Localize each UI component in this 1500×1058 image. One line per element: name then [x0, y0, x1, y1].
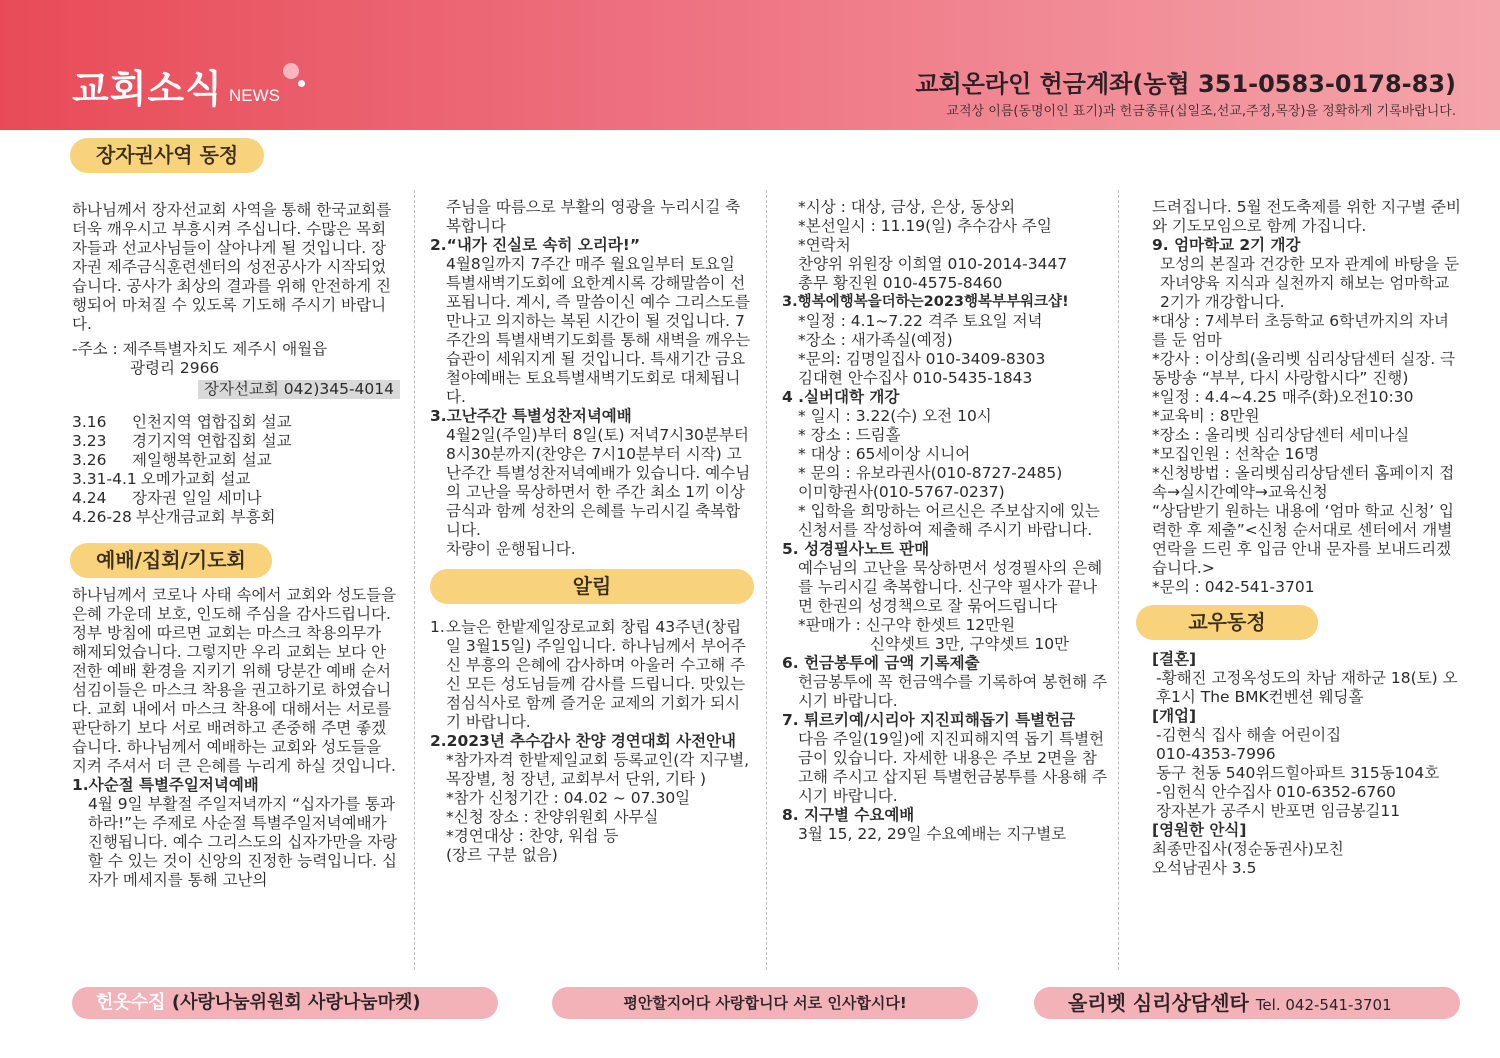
price-line: 신약셋트 3만, 구약셋트 10만	[870, 635, 1070, 653]
item-body: 헌금봉투에 꼭 헌금액수를 기록하여 봉헌해 주시기 바랍니다.	[798, 673, 1108, 710]
list-item: *일정 : 4.1~7.22 격주 토요일 저녁	[798, 312, 1043, 330]
column-2	[430, 198, 754, 865]
header-banner	[0, 0, 1500, 130]
footer-label: 헌옷수집	[96, 992, 166, 1013]
silver-college-details	[782, 407, 1108, 540]
list-item: 김대현 안수집사 010-5435-1843	[798, 369, 1033, 387]
footer-counseling	[1034, 987, 1460, 1019]
list-item: (장르 구분 없음)	[446, 846, 558, 864]
list-item: -김현식 집사 해솔 어린이집	[1156, 726, 1342, 744]
list-item: *신청 장소 : 찬양위원회 사무실	[446, 808, 659, 826]
schedule-text: 제일행복한교회 설교	[132, 451, 272, 469]
item-number: 1.	[430, 618, 445, 636]
list-item: *장소 : 새가족실(예정)	[798, 331, 953, 349]
schedule-date: 3.16	[72, 413, 107, 431]
schedule-text: 경기지역 연합집회 설교	[132, 432, 292, 450]
list-item: * 문의 : 유보라권사(010-8727-2485)	[798, 464, 1063, 482]
column-divider	[1118, 190, 1120, 970]
item-body: 주님을 따름으로 부활의 영광을 누리시길 축복합니다	[446, 198, 741, 235]
item-title: 9. 엄마학교 2기 개강	[1152, 236, 1301, 254]
item-title: 5. 성경필사노트 판매	[782, 540, 930, 558]
list-item: *강사 : 이상희(올리벳 심리상담센터 실장. 극동방송 “부부, 다시 사랑합시다” 진행)	[1152, 350, 1456, 387]
footer-label: 올리벳 심리상담센타	[1068, 991, 1249, 1015]
list-item: *일정 : 4.4~4.25 매주(화)오전10:30	[1152, 388, 1414, 406]
schedule-date: 3.31-4.1	[72, 470, 137, 488]
list-item: * 일시 : 3.22(수) 오전 10시	[798, 407, 992, 425]
list-item: *문의: 김명일집사 010-3409-8303	[798, 350, 1046, 368]
footer-greeting: 평안할지어다 사랑합니다 서로 인사합시다!	[552, 987, 978, 1019]
rest-list	[1152, 840, 1462, 878]
column-divider	[766, 190, 768, 970]
item-body: 4월 9일 부활절 주일저녁까지 “십자가를 통과하라!”는 주제로 사순절 특별주일저녁예배가 진행됩니다. 예수 그리스도의 십자가만을 자랑할 수 있는 것이 신앙의 진정한 능력입니다. 십자가 메세지를 통해 고난의	[88, 795, 398, 889]
column-1	[72, 138, 400, 890]
list-item: 장자본가 공주시 반포면 임금봉길11	[1156, 802, 1401, 820]
list-item: 이미향권사(010-5767-0237)	[798, 483, 1005, 501]
list-item: *대상 : 7세부터 초등학교 6학년까지의 자녀를 둔 엄마	[1152, 312, 1449, 349]
list-item: *시상 : 대상, 금상, 은상, 동상외	[798, 198, 1016, 216]
schedule-date: 3.23	[72, 432, 107, 450]
schedule-list	[72, 413, 400, 527]
schedule-text: 오메가교회 설교	[140, 470, 251, 488]
jangja-body: 하나님께서 장자선교회 사역을 통해 한국교회를 더욱 깨우시고 부흥시켜 주십니다. 수많은 목회자들과 선교사님들이 살아나게 될 것입니다. 장자권 제주금식훈련센터의 성전공사가 시작되었습니다. 공사가 최상의 결과를 위해 안전하게 진행되어 마쳐질 수 있도록 기도해 주시기 바랍니다.	[72, 201, 392, 333]
footer-text: (사랑나눔위원회 사랑나눔마켓)	[171, 992, 421, 1013]
schedule-row	[72, 413, 400, 432]
list-item: “상담받기 원하는 내용에 ‘엄마 학교 신청’ 입력한 후 제출”<신청 순서대로 센터에서 개별 연락을 드린 후 입금 안내 문자를 보내드리겠습니다.>	[1152, 502, 1454, 577]
list-item: *참가자격 한밭제일교회 등록교인(각 지구별, 목장별, 청 장년, 교회부서 단위, 기타 )	[446, 751, 750, 788]
item-title: 7. 튀르키예/시리아 지진피해돕기 특별헌금	[782, 711, 1076, 729]
item-body: 다음 주일(19일)에 지진피해지역 돕기 특별헌금이 있습니다. 자세한 내용은 주보 2면을 참고해 주시고 삽지된 특별헌금봉투를 사용해 주시기 바랍니다.	[798, 730, 1108, 805]
list-item: *참가 신청기간 : 04.02 ~ 07.30일	[446, 789, 691, 807]
wedding-text: -황해진 고정옥성도의 차남 재하군 18(토) 오후1시 The BMK컨벤션 웨딩홀	[1156, 669, 1458, 706]
brand-subtitle: NEWS	[229, 86, 280, 105]
schedule-date: 4.24	[72, 489, 107, 507]
item-body: 오늘은 한밭제일장로교회 창립 43주년(창립일 3월15일) 주일입니다. 하나님께서 부어주신 부흥의 은혜에 감사하며 아울러 수고해 주신 모든 성도님들께 감사를 드립니다. 맛있는 점심식사로 함께 즐거운 교제의 기회가 되시기 바랍니다.	[446, 618, 746, 731]
list-item: *연락처	[798, 236, 851, 254]
price-line: *판매가 : 신구약 한셋트 12만원	[798, 616, 1016, 634]
section-title-worship: 예배/집회/기도회	[70, 543, 272, 578]
item-body: 차량이 운행됩니다.	[446, 540, 576, 558]
item-title: 3.고난주간 특별성찬저녁예배	[430, 407, 632, 425]
opening-label: [개업]	[1152, 707, 1197, 725]
section-title-members: 교우동정	[1136, 605, 1318, 640]
column-divider	[414, 190, 416, 970]
address-line: 광령리 2966	[130, 359, 220, 377]
list-item: -임헌식 안수집사 010-6352-6760	[1156, 783, 1396, 801]
list-item: *문의 : 042-541-3701	[1152, 578, 1315, 596]
workshop-details	[782, 312, 1108, 388]
schedule-row	[72, 470, 400, 489]
account-note: 교적상 이름(동명이인 표기)과 헌금종류(십일조,선교,주정,목장)을 정확하게 기록바랍니다.	[946, 104, 1456, 119]
item-body: 4월2일(주일)부터 8일(토) 저녁7시30분부터 8시30분까지(찬양은 7시10분부터 시작) 고난주간 특별성찬저녁예배가 있습니다. 예수님의 고난을 묵상하면서 한 주간 최소 1끼 이상 금식과 함께 성찬의 은혜를 누리시길 축복합니다.	[446, 426, 751, 539]
item-title: 2.2023년 추수감사 찬양 경연대회 사전안내	[430, 732, 736, 750]
item-body: 드려집니다. 5월 전도축제를 위한 지구별 준비와 기도모임으로 함께 가집니다.	[1152, 198, 1461, 235]
contest-details	[782, 198, 1108, 255]
list-item: *신청방법 : 올리벳심리상담센터 홈페이지 접속→실시간예약→교육신청	[1152, 464, 1455, 501]
brand-title: 교회소식	[72, 67, 223, 111]
item-title: 4 .실버대학 개강	[782, 388, 900, 406]
address-line: -주소 : 제주특별자치도 제주시 애월읍	[72, 340, 328, 358]
column-4	[1152, 198, 1462, 878]
section-title-notice: 알림	[430, 569, 754, 604]
schedule-text: 부산개금교회 부흥회	[135, 508, 276, 526]
contact-line: 찬양위 위원장 이희열 010-2014-3447	[798, 255, 1068, 273]
contest-details	[430, 751, 754, 865]
worship-body: 하나님께서 코로나 사태 속에서 교회와 성도들을 은혜 가운데 보호, 인도해 주심을 감사드립니다. 정부 방침에 따르면 교회는 마스크 착용의무가 해제되었습니다. 그렇지만 우리 교회는 보다 안전한 예배 환경을 지키기 위해 당분간 예배 순서 섬김이들은 마스크 착용을 권고하기로 하였습니다. 교회 내에서 마스크 착용에 대해서는 서로를 판단하기 보다 서로 배려하고 존중해 주면 좋겠습니다. 하나님께서 예배하는 교회와 성도들을 지켜 주셔서 더 큰 은혜를 누리게 하실 것입니다.	[72, 586, 397, 775]
footer-clothes-drive	[72, 987, 498, 1019]
list-item: *본선일시 : 11.19(일) 추수감사 주일	[798, 217, 1052, 235]
account-title: 교회온라인 헌금계좌(농협 351-0583-0178-83)	[915, 70, 1456, 98]
list-item: * 대상 : 65세이상 시니어	[798, 445, 971, 463]
list-item: *경연대상 : 찬양, 워쉽 등	[446, 827, 619, 845]
schedule-date: 3.26	[72, 451, 107, 469]
list-item: * 입학을 희망하는 어르신은 주보삽지에 있는 신청서를 작성하여 제출해 주시기 바랍니다.	[798, 502, 1100, 539]
list-item: 최종만집사(정순동권사)모친	[1152, 840, 1344, 858]
schedule-text: 인천지역 엽합집회 설교	[132, 413, 292, 431]
item-title: 1.사순절 특별주일저녁예배	[72, 776, 259, 794]
item-title: 6. 헌금봉투에 금액 기록제출	[782, 654, 980, 672]
contact-line: 총무 황진원 010-4575-8460	[798, 274, 1003, 292]
list-item: 010-4353-7996	[1156, 745, 1276, 763]
list-item: 동구 천동 540위드힐아파트 315동104호	[1156, 764, 1440, 782]
item-body: 예수님의 고난을 묵상하면서 성경필사의 은혜를 누리시길 축복합니다. 신구약 필사가 끝나면 한권의 성경책으로 잘 묶어드립니다	[798, 559, 1103, 615]
opening-list	[1152, 726, 1462, 821]
list-item: *모집인원 : 선착순 16명	[1152, 445, 1320, 463]
schedule-row	[72, 508, 400, 527]
item-body: 3월 15, 22, 29일 수요예배는 지구별로	[798, 825, 1067, 843]
rest-label: [영원한 안식]	[1152, 821, 1247, 839]
list-item: *교육비 : 8만원	[1152, 407, 1260, 425]
list-item: *장소 : 올리벳 심리상담센터 세미나실	[1152, 426, 1410, 444]
schedule-row	[72, 432, 400, 451]
schedule-text: 장자권 일일 세미나	[132, 489, 262, 507]
footer-phone: Tel. 042-541-3701	[1255, 996, 1392, 1014]
section-title-jangja: 장자권사역 동정	[70, 138, 264, 173]
decor-dot	[283, 63, 299, 79]
item-body: 모성의 본질과 건강한 모자 관계에 바탕을 둔 자녀양육 지식과 실천까지 해보는 엄마학교 2기가 개강합니다.	[1160, 255, 1460, 311]
schedule-date: 4.26-28	[72, 508, 132, 526]
mom-school-details	[1152, 312, 1462, 597]
item-title: 2.“내가 진실로 속히 오리라!”	[430, 236, 641, 254]
item-title: 3.행복에행복을더하는2023행복부부워크샵!	[782, 294, 1069, 310]
column-3	[782, 198, 1108, 844]
schedule-row	[72, 451, 400, 470]
list-item: 오석남권사 3.5	[1152, 859, 1257, 877]
wedding-label: [결혼]	[1152, 650, 1197, 668]
item-title: 8. 지구별 수요예배	[782, 806, 915, 824]
item-body: 4월8일까지 7주간 매주 월요일부터 토요일 특별새벽기도회에 요한계시록 강해말씀이 선포됩니다. 계시, 즉 말씀이신 예수 그리스도를 만나고 의지하는 복된 시간이 될 것입니다. 7주간의 특별새벽기도회를 통해 새벽을 깨우는 습관이 세워지게 될 것입니다. 특새기간 금요철야예배는 토요특별새벽기도회로 대체됩니다.	[446, 255, 751, 406]
list-item: * 장소 : 드림홀	[798, 426, 901, 444]
contact-badge: 장자선교회 042)345-4014	[198, 380, 400, 399]
decor-dot-small	[298, 80, 305, 87]
schedule-row	[72, 489, 400, 508]
